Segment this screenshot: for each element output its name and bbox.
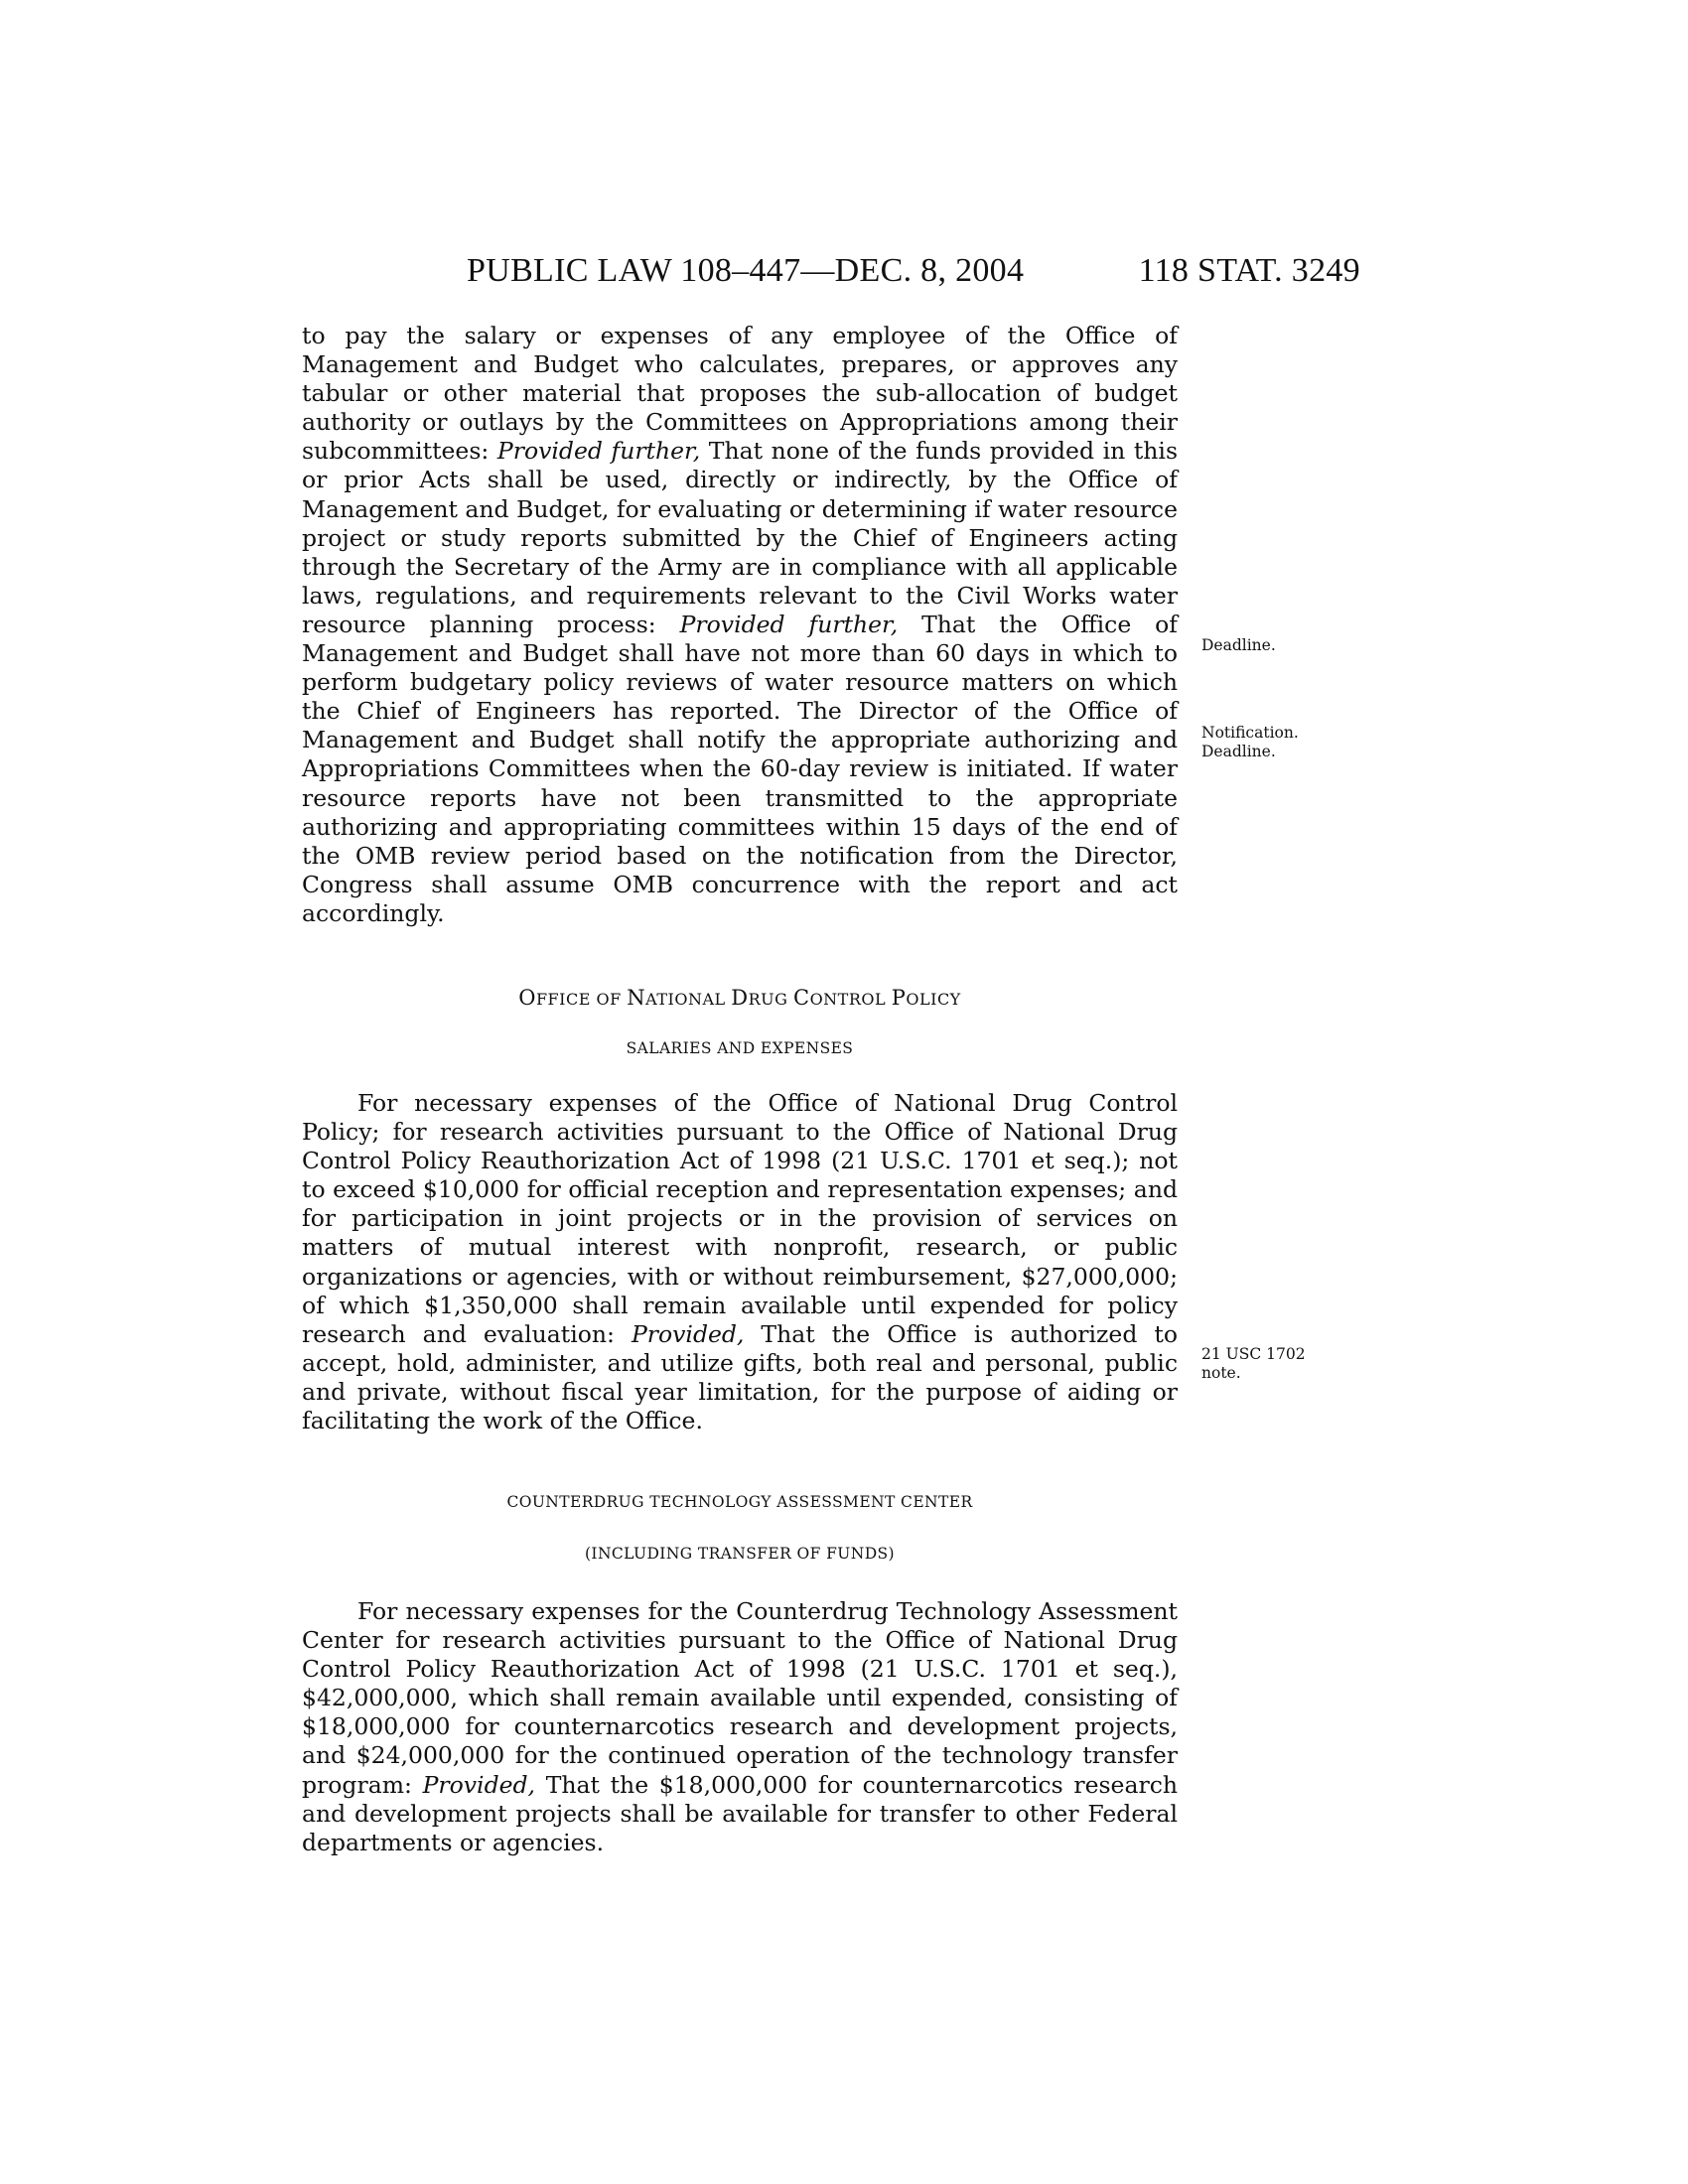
proviso-text: Provided, (422, 1770, 536, 1799)
proviso-text: Provided further, (679, 610, 899, 638)
intro-paragraph: to pay the salary or expenses of any employee of the Office of Management and Budget who calculates, prepares, or approves any tabular or other material that proposes the sub-allocation of budget authority or outlays by the Committees on Appropriations among their subcommittees: Provided further, That none of the funds provided in this or prior Acts shall be used, directly or indirectly, by the Office of Management and Budget, for evaluating or determining if water resource project or study reports submitted by the Chief of Engineers acting through the Secretary of the Army are in compliance with all applicable laws, regulations, and requirements relevant to the Civil Works water resource planning process: Provided further, That the Office of Management and Budget shall have not more than 60 days in which to perform budgetary policy reviews of water resource matters on which the Chief of Engineers has reported. The Director of the Office of Management and Budget shall notify the appropriate authorizing and Appropriations Committees when the 60-day review is initiated. If water resource reports have not been transmitted to the appropriate authorizing and appropriating committees within 15 days of the end of the OMB review period based on the notification from the Director, Congress shall assume OMB concurrence with the report and act accordingly. (302, 322, 1179, 927)
stat-page-number: 118 STAT. 3249 (1138, 252, 1360, 289)
margin-note-deadline: Deadline. (1201, 636, 1276, 654)
section-heading-ctac: COUNTERDRUG TECHNOLOGY ASSESSMENT CENTER (506, 1493, 973, 1511)
subheading-salaries: SALARIES AND EXPENSES (626, 1039, 854, 1057)
margin-note-usc: 21 USC 1702 note. (1201, 1345, 1306, 1382)
proviso-text: Provided further, (496, 437, 701, 466)
section-heading-ondcp: OFFICE OF NATIONAL DRUG CONTROL POLICY (518, 986, 961, 1010)
ondcp-paragraph: For necessary expenses of the Office of National Drug Control Policy; for research activities pursuant to the Office of National Drug Control Policy Reauthorization Act of 1998 (21 U.S.C. 1701 et seq.); not to exceed $10,000 for official reception and representation expenses; and for participation in joint projects or in the provision of services on matters of mutual interest with nonprofit, research, or public organizations or agencies, with or without reimbursement, $27,000,000; of which $1,350,000 shall remain available until expended for policy research and evaluation: Provided, That the Office is authorized to accept, hold, administer, and utilize gifts, both real and personal, public and private, without fiscal year limitation, for the purpose of aiding or facilitating the work of the Office. (302, 1089, 1178, 1435)
proviso-text: Provided, (631, 1319, 745, 1348)
margin-note-notification: Notification. Deadline. (1201, 724, 1299, 760)
subheading-transfer: (INCLUDING TRANSFER OF FUNDS) (584, 1545, 896, 1563)
ctac-paragraph: For necessary expenses for the Counterdrug Technology Assessment Center for research activities pursuant to the Office of National Drug Control Policy Reauthorization Act of 1998 (21 U.S.C. 1701 et seq.), $42,000,000, which shall remain available until expended, consisting of $18,000,000 for counternarcotics research and development projects, and $24,000,000 for the continued operation of the technology transfer program: Provided, That the $18,000,000 for counternarcotics research and development projects shall be available for transfer to other Federal departments or agencies. (302, 1597, 1178, 1856)
law-title: PUBLIC LAW 108–447—DEC. 8, 2004 (467, 252, 1025, 289)
